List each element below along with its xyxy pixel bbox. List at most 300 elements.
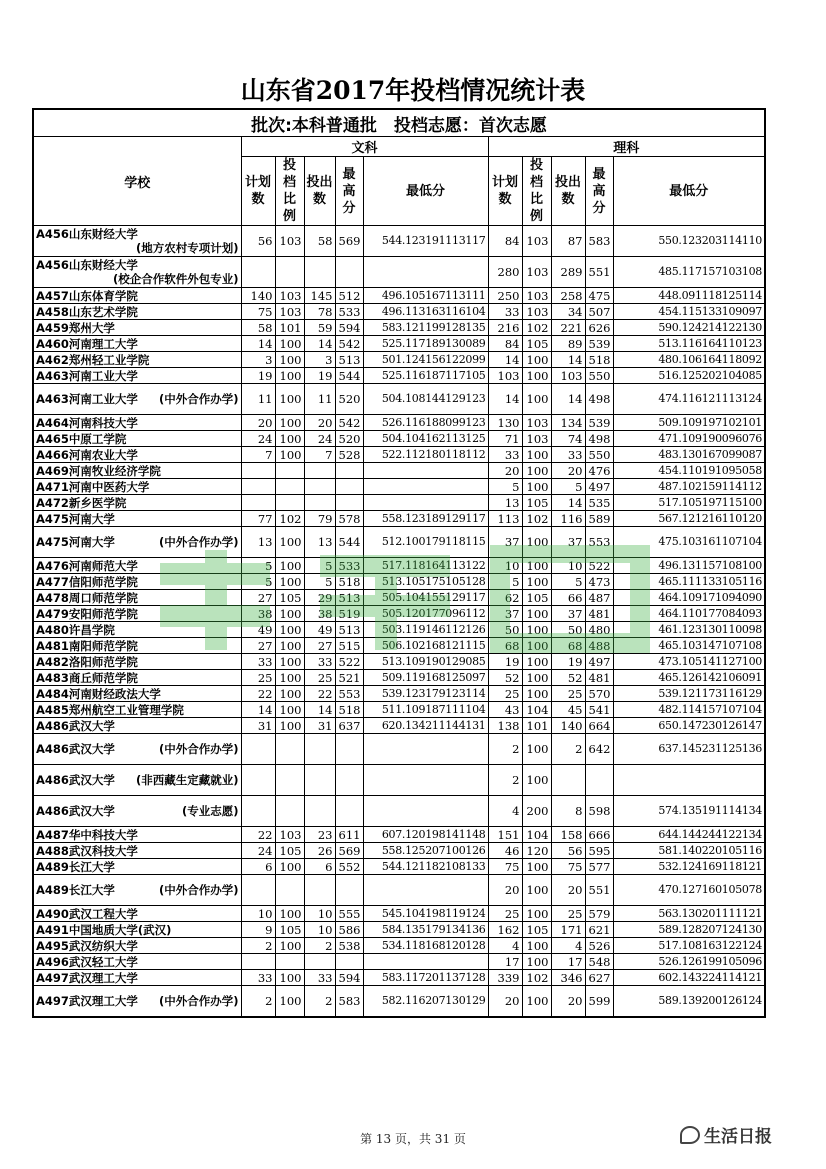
school-note: (地方农村专项计划) (135, 241, 239, 255)
like-max-cell: 579 (585, 906, 613, 922)
brand-label (680, 1122, 772, 1147)
wenke-min-cell: 582.116207130129 (363, 986, 488, 1018)
like-ratio-cell: 100 (522, 368, 551, 384)
table-row (33, 574, 765, 590)
wenke-min-cell: 620.134211144131 (363, 718, 488, 734)
school-cell (33, 511, 241, 527)
wenke-ratio-cell: 100 (275, 415, 304, 431)
like-min-cell: 485.117157103108 (613, 257, 765, 288)
wenke-plan-cell: 22 (241, 686, 275, 702)
like-max-cell: 481 (585, 606, 613, 622)
like-ratio-cell: 103 (522, 431, 551, 447)
like-max-cell: 642 (585, 734, 613, 765)
like-out-cell: 34 (551, 304, 585, 320)
like-min-cell: 470.127160105078 (613, 875, 765, 906)
like-ratio-cell: 100 (522, 686, 551, 702)
school-name: A484河南财经政法大学 (36, 686, 161, 701)
like-min-cell: 563.130201111121 (613, 906, 765, 922)
wenke-max-cell: 515 (335, 638, 363, 654)
like-min-cell: 650.147230126147 (613, 718, 765, 734)
wenke-out-cell: 6 (304, 859, 335, 875)
wenke-out-cell (304, 479, 335, 495)
school-cell (33, 670, 241, 686)
like-max-cell: 518 (585, 352, 613, 368)
wenke-plan-cell (241, 875, 275, 906)
wenke-ratio-cell: 100 (275, 447, 304, 463)
wenke-out-header: 投出 数 (304, 157, 335, 226)
wenke-plan-cell: 9 (241, 922, 275, 938)
wenke-ratio-header: 投 档 比 例 (275, 157, 304, 226)
like-ratio-cell: 103 (522, 226, 551, 257)
like-plan-cell: 2 (488, 734, 522, 765)
school-header: 学校 (33, 137, 241, 226)
wenke-min-header: 最低分 (363, 157, 488, 226)
wenke-plan-cell: 14 (241, 702, 275, 718)
like-max-cell: 553 (585, 527, 613, 558)
wenke-ratio-cell: 100 (275, 558, 304, 574)
school-note: (中外合作办学) (158, 392, 239, 406)
school-cell (33, 368, 241, 384)
school-name: A463河南工业大学 (36, 368, 138, 383)
like-min-cell: 539.121173116129 (613, 686, 765, 702)
wenke-max-cell: 538 (335, 938, 363, 954)
like-max-cell: 539 (585, 336, 613, 352)
like-max-cell: 498 (585, 384, 613, 415)
school-cell (33, 384, 241, 415)
school-name: A463河南工业大学 (36, 392, 138, 406)
wenke-plan-cell: 6 (241, 859, 275, 875)
school-name: A457山东体育学院 (36, 288, 138, 303)
school-cell (33, 906, 241, 922)
like-min-cell: 454.115133109097 (613, 304, 765, 320)
wenke-ratio-cell: 100 (275, 352, 304, 368)
table-row (33, 954, 765, 970)
like-max-cell: 473 (585, 574, 613, 590)
like-plan-cell: 20 (488, 875, 522, 906)
like-ratio-cell: 102 (522, 320, 551, 336)
like-out-cell: 140 (551, 718, 585, 734)
like-min-cell: 464.109171094090 (613, 590, 765, 606)
school-cell (33, 590, 241, 606)
school-cell (33, 415, 241, 431)
wenke-max-cell: 586 (335, 922, 363, 938)
like-plan-cell: 5 (488, 574, 522, 590)
like-max-cell: 621 (585, 922, 613, 938)
like-plan-cell: 37 (488, 527, 522, 558)
wenke-plan-header: 计划 数 (241, 157, 275, 226)
wenke-ratio-cell: 103 (275, 304, 304, 320)
like-min-cell: 526.126199105096 (613, 954, 765, 970)
like-ratio-cell: 105 (522, 590, 551, 606)
table-row (33, 226, 765, 257)
like-ratio-cell: 103 (522, 304, 551, 320)
like-out-cell: 33 (551, 447, 585, 463)
wenke-plan-cell (241, 495, 275, 511)
like-plan-cell: 52 (488, 670, 522, 686)
wenke-max-cell (335, 734, 363, 765)
like-out-cell: 25 (551, 686, 585, 702)
wenke-out-cell (304, 875, 335, 906)
school-note: (非西藏生定藏就业) (135, 773, 239, 787)
wenke-max-cell: 583 (335, 986, 363, 1018)
wenke-ratio-cell: 100 (275, 970, 304, 986)
wenke-plan-cell: 2 (241, 986, 275, 1018)
wenke-min-cell: 496.105167113111 (363, 288, 488, 304)
wenke-out-cell (304, 463, 335, 479)
like-max-cell: 488 (585, 638, 613, 654)
like-max-cell: 497 (585, 654, 613, 670)
like-min-cell: 454.110191095058 (613, 463, 765, 479)
like-plan-cell: 84 (488, 226, 522, 257)
wenke-ratio-cell: 100 (275, 527, 304, 558)
like-ratio-cell: 100 (522, 447, 551, 463)
like-max-cell: 535 (585, 495, 613, 511)
table-row (33, 288, 765, 304)
like-max-cell: 480 (585, 622, 613, 638)
wenke-plan-cell: 14 (241, 336, 275, 352)
school-name: A483商丘师范学院 (36, 670, 138, 685)
table-row (33, 352, 765, 368)
school-name: A475河南大学 (36, 535, 115, 549)
wenke-out-cell (304, 796, 335, 827)
school-name: A469河南牧业经济学院 (36, 463, 161, 478)
like-ratio-cell: 200 (522, 796, 551, 827)
like-ratio-cell: 100 (522, 986, 551, 1018)
wenke-plan-cell: 13 (241, 527, 275, 558)
school-cell (33, 765, 241, 796)
like-plan-cell: 50 (488, 622, 522, 638)
wenke-out-cell: 13 (304, 527, 335, 558)
wenke-min-cell: 503.119146112126 (363, 622, 488, 638)
school-name: A459郑州大学 (36, 320, 115, 335)
wenke-ratio-cell: 101 (275, 320, 304, 336)
like-plan-cell: 46 (488, 843, 522, 859)
like-out-cell: 19 (551, 654, 585, 670)
wenke-min-cell (363, 875, 488, 906)
like-min-cell: 637.145231125136 (613, 734, 765, 765)
school-cell (33, 970, 241, 986)
wenke-max-cell: 513 (335, 622, 363, 638)
like-max-cell: 507 (585, 304, 613, 320)
wenke-out-cell: 10 (304, 906, 335, 922)
school-cell (33, 606, 241, 622)
brand-name: 生活日报 (704, 1127, 772, 1147)
like-out-cell: 134 (551, 415, 585, 431)
wenke-out-cell: 14 (304, 336, 335, 352)
like-out-cell: 37 (551, 606, 585, 622)
like-ratio-cell: 105 (522, 922, 551, 938)
school-name: A475河南大学 (36, 511, 115, 526)
like-out-cell: 14 (551, 495, 585, 511)
school-cell (33, 734, 241, 765)
wenke-out-cell: 23 (304, 827, 335, 843)
wenke-max-cell: 555 (335, 906, 363, 922)
like-out-cell: 2 (551, 734, 585, 765)
wenke-min-cell: 506.102168121115 (363, 638, 488, 654)
wenke-plan-cell: 31 (241, 718, 275, 734)
wenke-min-cell: 544.123191113117 (363, 226, 488, 257)
school-name: A486武汉大学 (36, 742, 115, 756)
table-row (33, 986, 765, 1018)
school-cell (33, 718, 241, 734)
wenke-out-cell: 10 (304, 922, 335, 938)
like-plan-cell: 68 (488, 638, 522, 654)
wenke-plan-cell: 75 (241, 304, 275, 320)
like-max-cell: 664 (585, 718, 613, 734)
like-out-cell: 5 (551, 574, 585, 590)
wenke-min-cell: 525.116187117105 (363, 368, 488, 384)
like-plan-cell: 10 (488, 558, 522, 574)
table-row (33, 431, 765, 447)
wenke-max-cell: 544 (335, 368, 363, 384)
wenke-max-cell: 521 (335, 670, 363, 686)
page-footer: 第 13 页，共 31 页 (360, 1132, 466, 1146)
wenke-plan-cell: 25 (241, 670, 275, 686)
school-cell (33, 527, 241, 558)
wenke-min-cell: 558.125207100126 (363, 843, 488, 859)
like-out-cell: 14 (551, 384, 585, 415)
like-min-cell: 644.144244122134 (613, 827, 765, 843)
table-row (33, 304, 765, 320)
like-max-cell: 583 (585, 226, 613, 257)
wenke-min-cell: 511.109187111104 (363, 702, 488, 718)
wenke-out-cell: 19 (304, 368, 335, 384)
wenke-max-cell (335, 954, 363, 970)
like-min-cell: 487.102159114112 (613, 479, 765, 495)
wenke-out-cell: 49 (304, 622, 335, 638)
school-cell (33, 954, 241, 970)
wenke-plan-cell: 19 (241, 368, 275, 384)
like-min-cell: 465.126142106091 (613, 670, 765, 686)
wenke-min-cell: 526.116188099123 (363, 415, 488, 431)
like-plan-cell: 84 (488, 336, 522, 352)
wenke-ratio-cell: 103 (275, 226, 304, 257)
wenke-min-cell (363, 765, 488, 796)
wenke-min-cell (363, 479, 488, 495)
wenke-ratio-cell: 105 (275, 590, 304, 606)
like-out-cell: 45 (551, 702, 585, 718)
wenke-plan-cell: 5 (241, 574, 275, 590)
school-name: A456山东财经大学 (36, 258, 138, 272)
like-plan-cell: 37 (488, 606, 522, 622)
wenke-out-cell: 79 (304, 511, 335, 527)
like-plan-cell: 216 (488, 320, 522, 336)
school-cell (33, 336, 241, 352)
like-ratio-cell: 100 (522, 670, 551, 686)
like-ratio-cell: 100 (522, 906, 551, 922)
wenke-max-cell: 542 (335, 336, 363, 352)
like-min-cell: 516.125202104085 (613, 368, 765, 384)
like-ratio-cell: 100 (522, 938, 551, 954)
wenke-out-cell: 26 (304, 843, 335, 859)
like-ratio-cell: 103 (522, 415, 551, 431)
school-cell (33, 558, 241, 574)
like-out-cell: 25 (551, 906, 585, 922)
wenke-ratio-cell: 100 (275, 906, 304, 922)
wenke-max-cell: 594 (335, 320, 363, 336)
like-ratio-cell: 100 (522, 384, 551, 415)
table-row (33, 859, 765, 875)
school-name: A481南阳师范学院 (36, 638, 138, 653)
wenke-max-cell: 569 (335, 843, 363, 859)
wenke-min-cell: 522.112180118112 (363, 447, 488, 463)
wenke-plan-cell: 10 (241, 906, 275, 922)
like-plan-cell: 75 (488, 859, 522, 875)
like-out-cell: 37 (551, 527, 585, 558)
wenke-min-cell (363, 257, 488, 288)
wenke-ratio-cell: 100 (275, 384, 304, 415)
school-cell (33, 686, 241, 702)
school-name: A497武汉理工大学 (36, 970, 138, 985)
wenke-min-cell (363, 463, 488, 479)
like-out-cell: 68 (551, 638, 585, 654)
like-ratio-cell: 103 (522, 257, 551, 288)
like-plan-cell: 14 (488, 352, 522, 368)
wenke-out-cell: 31 (304, 718, 335, 734)
wenke-ratio-cell (275, 734, 304, 765)
like-plan-cell: 25 (488, 686, 522, 702)
wenke-out-cell: 58 (304, 226, 335, 257)
like-max-cell: 476 (585, 463, 613, 479)
like-plan-header: 计划 数 (488, 157, 522, 226)
like-ratio-cell: 103 (522, 288, 551, 304)
wenke-plan-cell: 22 (241, 827, 275, 843)
like-out-cell: 10 (551, 558, 585, 574)
wenke-min-cell: 509.119168125097 (363, 670, 488, 686)
table-body (33, 226, 765, 1018)
like-min-cell: 483.130167099087 (613, 447, 765, 463)
wenke-ratio-cell: 100 (275, 718, 304, 734)
table-row (33, 796, 765, 827)
like-out-cell: 87 (551, 226, 585, 257)
wenke-plan-cell (241, 954, 275, 970)
table-row (33, 527, 765, 558)
like-plan-cell: 151 (488, 827, 522, 843)
like-min-cell: 465.111133105116 (613, 574, 765, 590)
school-name: A489长江大学 (36, 859, 115, 874)
like-max-cell: 570 (585, 686, 613, 702)
school-cell (33, 938, 241, 954)
like-ratio-cell: 100 (522, 606, 551, 622)
wenke-max-cell: 611 (335, 827, 363, 843)
like-max-cell: 551 (585, 257, 613, 288)
wenke-min-cell: 513.109190129085 (363, 654, 488, 670)
school-note: (专业志愿) (181, 804, 239, 818)
like-out-cell: 258 (551, 288, 585, 304)
wenke-out-cell: 5 (304, 558, 335, 574)
like-plan-cell: 33 (488, 304, 522, 320)
like-out-cell: 221 (551, 320, 585, 336)
like-min-cell: 589.128207124130 (613, 922, 765, 938)
like-max-cell: 550 (585, 368, 613, 384)
wenke-out-cell (304, 734, 335, 765)
like-ratio-cell: 105 (522, 495, 551, 511)
like-max-cell: 475 (585, 288, 613, 304)
table-row (33, 970, 765, 986)
school-name: A479安阳师范学院 (36, 606, 138, 621)
wenke-out-cell (304, 257, 335, 288)
wenke-min-cell: 545.104198119124 (363, 906, 488, 922)
wenke-out-cell: 5 (304, 574, 335, 590)
wenke-ratio-cell: 100 (275, 606, 304, 622)
school-name: A485郑州航空工业管理学院 (36, 702, 184, 717)
like-plan-cell: 20 (488, 463, 522, 479)
wenke-min-cell: 512.100179118115 (363, 527, 488, 558)
admission-table (32, 108, 766, 1018)
wenke-min-cell (363, 495, 488, 511)
wenke-ratio-cell: 100 (275, 670, 304, 686)
wenke-plan-cell: 7 (241, 447, 275, 463)
wenke-out-cell: 7 (304, 447, 335, 463)
table-row (33, 606, 765, 622)
school-cell (33, 875, 241, 906)
like-ratio-cell: 100 (522, 558, 551, 574)
wenke-plan-cell (241, 734, 275, 765)
wenke-plan-cell: 2 (241, 938, 275, 954)
like-out-cell: 5 (551, 479, 585, 495)
wenke-max-cell (335, 796, 363, 827)
like-min-cell: 581.140220105116 (613, 843, 765, 859)
school-name: A477信阳师范学院 (36, 574, 138, 589)
wenke-out-cell: 145 (304, 288, 335, 304)
like-min-cell: 496.131157108100 (613, 558, 765, 574)
like-ratio-cell: 102 (522, 511, 551, 527)
like-header: 理科 (488, 137, 765, 157)
like-out-cell: 346 (551, 970, 585, 986)
like-min-cell: 509.109197102101 (613, 415, 765, 431)
like-ratio-cell: 102 (522, 970, 551, 986)
wenke-ratio-cell: 100 (275, 859, 304, 875)
like-min-cell: 532.124169118121 (613, 859, 765, 875)
wenke-out-cell: 2 (304, 986, 335, 1018)
like-max-cell: 626 (585, 320, 613, 336)
table-row (33, 765, 765, 796)
school-cell (33, 226, 241, 257)
like-ratio-cell: 100 (522, 954, 551, 970)
like-min-cell: 465.103147107108 (613, 638, 765, 654)
like-max-cell: 548 (585, 954, 613, 970)
wenke-out-cell: 20 (304, 415, 335, 431)
like-min-cell: 517.105197115100 (613, 495, 765, 511)
like-max-cell: 666 (585, 827, 613, 843)
wenke-min-cell: 525.117189130089 (363, 336, 488, 352)
table-row (33, 718, 765, 734)
school-cell (33, 574, 241, 590)
like-out-cell: 8 (551, 796, 585, 827)
table-row (33, 558, 765, 574)
table-row (33, 938, 765, 954)
like-out-cell: 52 (551, 670, 585, 686)
wenke-plan-cell (241, 479, 275, 495)
like-min-cell: 461.123130110098 (613, 622, 765, 638)
like-min-cell: 567.121216110120 (613, 511, 765, 527)
like-ratio-cell: 120 (522, 843, 551, 859)
like-min-header: 最低分 (613, 157, 765, 226)
school-name: A466河南农业大学 (36, 447, 138, 462)
wenke-max-cell: 520 (335, 384, 363, 415)
school-name: A486武汉大学 (36, 773, 115, 787)
table-row (33, 906, 765, 922)
table-row (33, 495, 765, 511)
like-min-cell: 513.116164110123 (613, 336, 765, 352)
wenke-min-cell: 501.124156122099 (363, 352, 488, 368)
like-min-cell: 517.108163122124 (613, 938, 765, 954)
wenke-plan-cell: 77 (241, 511, 275, 527)
like-max-cell: 541 (585, 702, 613, 718)
school-cell (33, 638, 241, 654)
school-cell (33, 447, 241, 463)
like-max-cell: 599 (585, 986, 613, 1018)
